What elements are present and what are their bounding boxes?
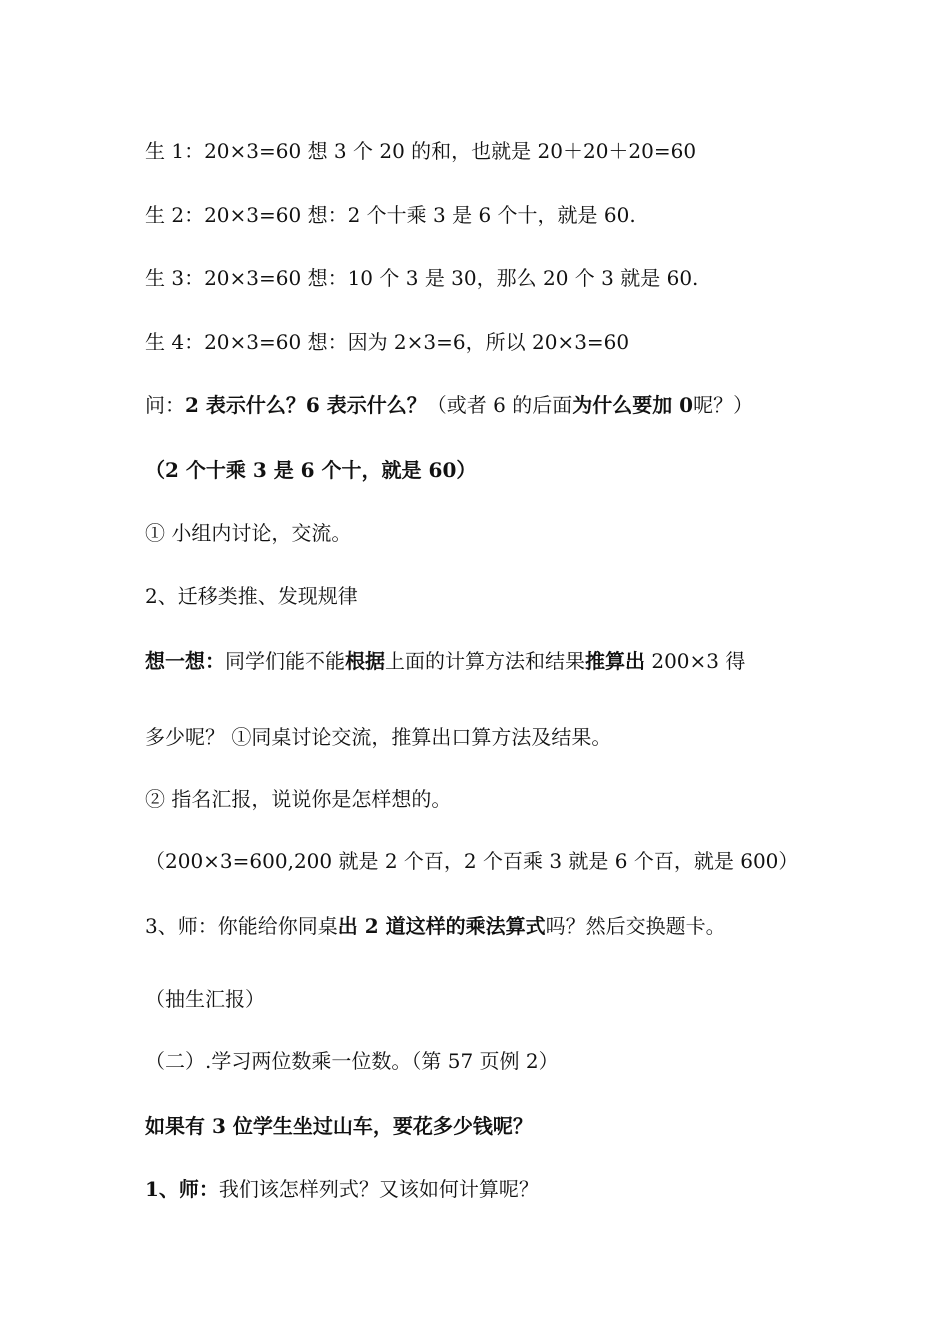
bold-text-segment: （2 个十乘 3 是 6 个十，就是 60） <box>145 458 477 482</box>
text-line <box>145 137 696 165</box>
text-segment: 生 4：20×3=60 想：因为 2×3=6，所以 20×3=60 <box>145 330 630 354</box>
text-segment: 我们该怎样列式？又该如何计算呢？ <box>218 1177 539 1201</box>
bold-text-segment: 根据 <box>345 649 385 673</box>
text-segment: 问： <box>145 393 185 417</box>
text-line <box>145 985 265 1013</box>
text-segment: 生 3：20×3=60 想：10 个 3 是 30，那么 20 个 3 就是 60. <box>145 266 699 290</box>
text-segment: （抽生汇报） <box>145 987 265 1011</box>
text-line <box>145 785 451 813</box>
bold-text-segment: 出 2 道这样的乘法算式 <box>337 914 546 938</box>
bold-text-segment: 1、师： <box>145 1177 219 1201</box>
text-segment: 同学们能不能 <box>225 649 345 673</box>
text-line <box>145 847 798 875</box>
text-line <box>145 912 726 940</box>
text-line <box>145 1175 539 1203</box>
text-line <box>145 328 629 356</box>
text-segment: 呢？） <box>693 393 754 417</box>
text-line <box>145 582 358 610</box>
text-line <box>145 723 611 751</box>
text-segment: （或者 6 的后面 <box>426 393 573 417</box>
text-segment: 多少呢？ ①同桌讨论交流，推算出口算方法及结果。 <box>145 725 612 749</box>
text-line <box>145 519 351 547</box>
text-line <box>145 1047 559 1075</box>
bold-text-segment: 2 表示什么？6 表示什么？ <box>185 393 427 417</box>
text-segment: （二）.学习两位数乘一位数。（第 57 页例 2） <box>145 1049 559 1073</box>
text-segment: 生 1：20×3=60 想 3 个 20 的和，也就是 20＋20＋20=60 <box>145 139 697 163</box>
bold-text-segment: 为什么要加 0 <box>572 393 694 417</box>
text-segment: 2、迁移类推、发现规律 <box>145 584 358 608</box>
text-line <box>145 647 745 675</box>
bold-text-segment: 想一想： <box>145 649 225 673</box>
text-segment: 上面的计算方法和结果 <box>385 649 585 673</box>
text-segment: （200×3=600,200 就是 2 个百，2 个百乘 3 就是 6 个百，就是 600） <box>145 849 799 873</box>
bold-text-segment: 如果有 3 位学生坐过山车，要花多少钱呢？ <box>145 1114 533 1138</box>
text-line <box>145 201 636 229</box>
text-segment: 生 2：20×3=60 想：2 个十乘 3 是 6 个十，就是 60. <box>145 203 636 227</box>
text-segment: ① 小组内讨论，交流。 <box>145 521 352 545</box>
text-line <box>145 391 753 419</box>
text-segment: 3、师：你能给你同桌 <box>145 914 338 938</box>
text-segment: 200×3 得 <box>645 649 746 673</box>
text-line <box>145 1112 533 1140</box>
text-segment: 吗？然后交换题卡。 <box>545 914 726 938</box>
text-segment: ② 指名汇报，说说你是怎样想的。 <box>145 787 452 811</box>
text-line <box>145 264 698 292</box>
text-line <box>145 456 476 484</box>
bold-text-segment: 推算出 <box>585 649 645 673</box>
